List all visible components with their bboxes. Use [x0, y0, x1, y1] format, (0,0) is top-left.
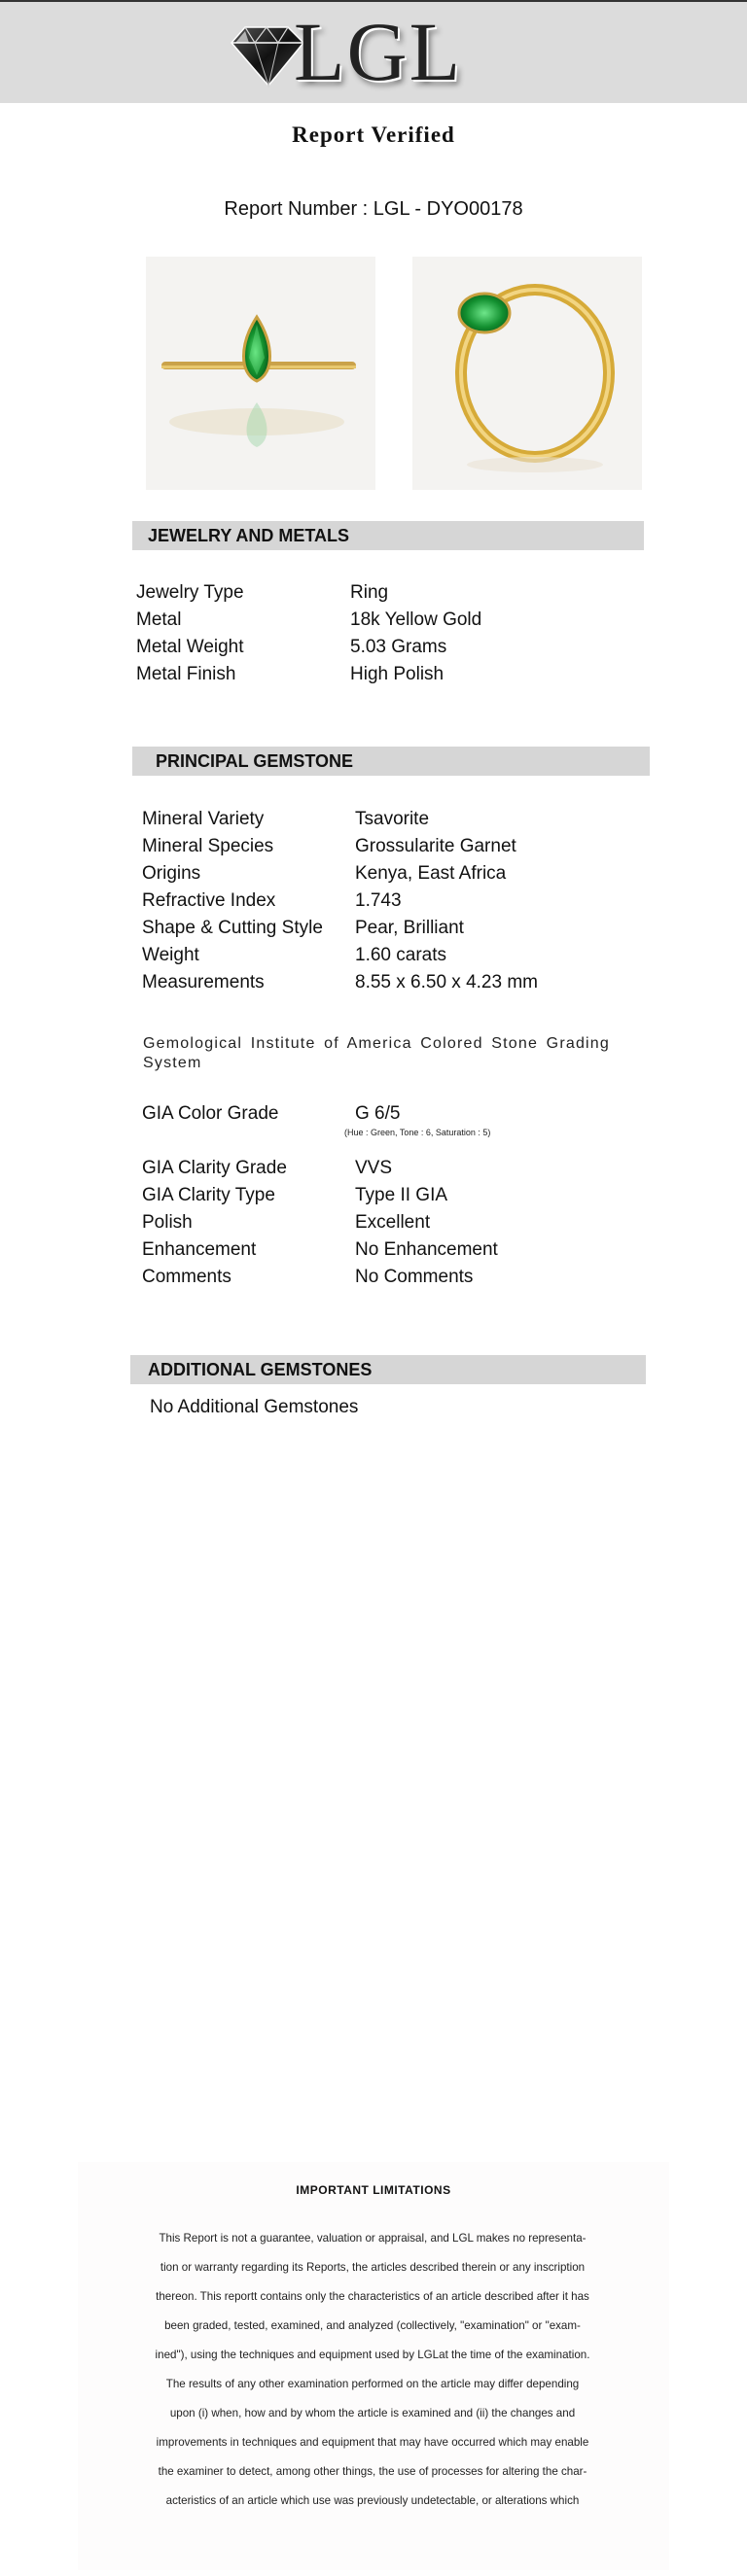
row-label: Origins: [142, 863, 201, 884]
ring-side-photo: [412, 257, 642, 490]
report-number: Report Number : LGL - DYO00178: [224, 198, 523, 220]
row-label: Enhancement: [142, 1239, 257, 1260]
principal-gemstone-heading: PRINCIPAL GEMSTONE: [132, 747, 650, 776]
row-value: No Enhancement: [355, 1239, 498, 1260]
header-banner: [0, 2, 747, 103]
row-label: Metal Weight: [136, 637, 244, 657]
row-value: 8.55 x 6.50 x 4.23 mm: [355, 972, 538, 992]
row-label: Measurements: [142, 972, 265, 992]
row-value: Pear, Brilliant: [355, 918, 464, 938]
grading-system-text: Gemological Institute of America Colored Stone Grading System: [143, 1035, 610, 1071]
report-title: Report Verified: [292, 122, 455, 147]
row-label: Mineral Species: [142, 836, 274, 856]
limitations-line: The results of any other examination performed on the article may differ depending: [165, 2378, 580, 2390]
limitations-line: upon (i) when, how and by whom the article is examined and (ii) the changes and: [169, 2407, 576, 2419]
limitations-line: This Report is not a guarantee, valuation or appraisal, and LGL makes no representa-: [159, 2232, 587, 2245]
row-label: Jewelry Type: [136, 582, 244, 603]
row-label: GIA Clarity Grade: [142, 1158, 287, 1178]
row-value: No Comments: [355, 1267, 474, 1287]
limitations-line: the examiner to detect, among other things, the use of processes for altering the char-: [158, 2465, 587, 2478]
row-value: 18k Yellow Gold: [350, 609, 482, 630]
row-value: VVS: [355, 1158, 393, 1178]
row-label: Polish: [142, 1212, 193, 1233]
limitations-line: thereon. This reportt contains only the characteristics of an article described after it has: [156, 2290, 589, 2303]
lgl-logo[interactable]: [226, 5, 479, 98]
row-value: Ring: [350, 582, 389, 603]
row-label: Shape & Cutting Style: [142, 918, 323, 938]
row-label: GIA Color Grade: [142, 1103, 279, 1124]
row-value: 1.60 carats: [355, 945, 446, 965]
limitations-line: tion or warranty regarding its Reports, the articles described therein or any inscription: [160, 2261, 586, 2274]
row-value: High Polish: [350, 664, 445, 684]
row-value: Type II GIA: [355, 1185, 448, 1205]
row-value: 1.743: [355, 890, 402, 911]
row-label: Metal Finish: [136, 664, 236, 684]
row-label: Metal: [136, 609, 182, 630]
ring-front-photo: [146, 257, 375, 490]
row-value: Excellent: [355, 1212, 431, 1233]
row-label: Mineral Variety: [142, 809, 265, 829]
row-value: Kenya, East Africa: [355, 863, 507, 884]
row-value: G 6/5: [355, 1103, 401, 1124]
row-value: 5.03 Grams: [350, 637, 447, 657]
additional-gemstones-heading: ADDITIONAL GEMSTONES: [130, 1355, 646, 1384]
limitations-line: been graded, tested, examined, and analyzed (collectively, "examination" or "exam-: [164, 2319, 581, 2332]
limitations-line: ined"), using the techniques and equipment used by LGLat the time of the examination.: [155, 2349, 590, 2361]
row-value: Grossularite Garnet: [355, 836, 516, 856]
limitations-title: IMPORTANT LIMITATIONS: [296, 2183, 451, 2197]
limitations-line: acteristics of an article which use was previously undetectable, or alterations which: [165, 2494, 580, 2507]
color-grade-note: (Hue : Green, Tone : 6, Saturation : 5): [344, 1128, 491, 1137]
row-label: Weight: [142, 945, 199, 965]
logo-text: LGL: [294, 5, 463, 98]
row-label: GIA Clarity Type: [142, 1185, 275, 1205]
additional-gemstones-text: No Additional Gemstones: [150, 1397, 359, 1417]
row-label: Comments: [142, 1267, 231, 1287]
limitations-text: [105, 2224, 640, 2516]
row-label: Refractive Index: [142, 890, 276, 911]
jewelry-metals-heading: JEWELRY AND METALS: [132, 521, 644, 550]
limitations-line: improvements in techniques and equipment that may have occurred which may enable: [156, 2436, 589, 2449]
row-value: Tsavorite: [355, 809, 430, 829]
